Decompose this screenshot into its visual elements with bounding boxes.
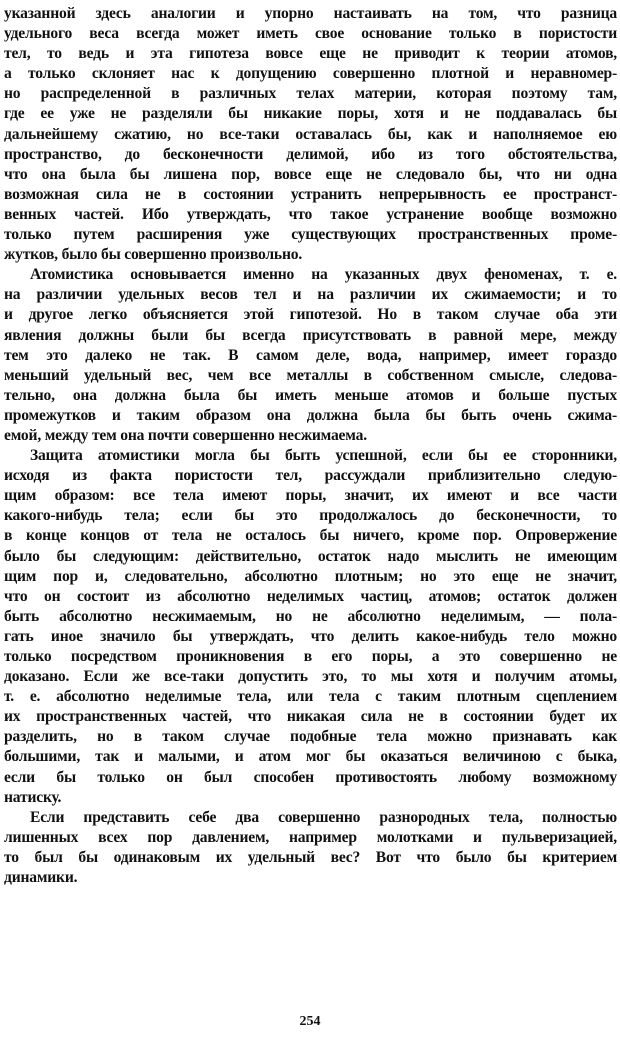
text-line: но распределенной в различных телах материи, которая поэтому там, <box>4 85 617 103</box>
paragraph <box>4 265 617 446</box>
paragraph <box>4 808 617 888</box>
text-line: т. е. абсолютно неделимые тела, или тела с таким плотным сцеплением <box>4 688 617 706</box>
text-line: в конце концов от тела не осталось бы ничего, кроме пор. Опровержение <box>4 527 617 545</box>
text-line: было бы следующим: действительно, остаток надо мыслить не имеющим <box>4 547 617 565</box>
text-line: дальнейшему сжатию, но все-таки оставалась бы, как и наполняемое ею <box>4 125 617 143</box>
text-line: на различии удельных весов тел и на различии их сжимаемости; и то <box>4 286 617 304</box>
text-line: и другое легко объясняется этой гипотезой. Но в таком случае оба эти <box>4 306 617 324</box>
text-line: тел, то ведь и эта гипотеза вовсе еще не приводит к теории атомов, <box>4 45 617 63</box>
text-line: доказано. Если же все-таки допустить это, то мы хотя и получим атомы, <box>4 668 617 686</box>
text-line: Если представить себе два совершенно разнородных тела, полностью <box>30 808 617 826</box>
text-line: где ее уже не разделяли бы никакие поры, хотя и не поддавалась бы <box>4 105 617 123</box>
body-text <box>4 4 617 888</box>
text-line: что он состоит из абсолютно неделимых частиц, атомов; остаток должен <box>4 587 617 605</box>
text-line: пространство, до бесконечности делимой, ибо из того обстоятельства, <box>4 145 617 163</box>
text-line: удельного веса всегда может иметь свое основание только в пористости <box>4 25 617 43</box>
text-line: большими, так и малыми, и атом мог бы оказаться величиною с быка, <box>4 748 617 766</box>
text-line: явления должны были бы всегда присутствовать в равной мере, между <box>4 326 617 344</box>
text-line: динамики. <box>4 869 78 887</box>
text-line: тем это далеко не так. В самом деле, вода, например, имеет гораздо <box>4 346 617 364</box>
text-line: указанной здесь аналогии и упорно настаивать на том, что разница <box>4 5 617 22</box>
text-line: гать иное значило бы утверждать, что делить какое-нибудь тело можно <box>4 627 617 645</box>
text-line: Атомистика основывается именно на указанных двух феноменах, т. е. <box>30 266 617 284</box>
text-line: то был бы одинаковым их удельный вес? Вот что было бы критерием <box>4 848 617 866</box>
text-line: быть абсолютно несжимаемым, но не абсолютно неделимым, — пола- <box>4 607 617 625</box>
text-line: только посредством проникновения в его поры, а это совершенно не <box>4 648 617 665</box>
page-number: 254 <box>299 1014 321 1029</box>
text-line: какого-нибудь тела; если бы это продолжалось до бесконечности, то <box>4 507 617 525</box>
text-line: их пространственных частей, что никакая сила не в состоянии будет их <box>4 708 617 726</box>
text-line: а только склоняет нас к допущению совершенно плотной и неравномер- <box>4 65 617 83</box>
text-line: натиску. <box>4 788 62 806</box>
text-line: возможная сила не в состоянии устранить непрерывность ее пространст- <box>4 185 617 203</box>
text-line: Защита атомистики могла бы быть успешной, если бы ее сторонники, <box>30 447 617 465</box>
text-line: если бы только он был способен противостоять любому возможному <box>4 768 617 786</box>
paragraph <box>4 446 617 808</box>
text-line: жутков, было бы совершенно произвольно. <box>4 246 303 264</box>
text-line: тельно, она должна была бы иметь меньше атомов и больше пустых <box>4 386 617 404</box>
text-line: венных частей. Ибо утверждать, что такое устранение вообще возможно <box>4 205 617 223</box>
text-line: что она была бы лишена пор, вовсе еще не следовало бы, что ни одна <box>4 165 617 183</box>
paragraph <box>4 4 617 265</box>
text-line: щим образом: все тела имеют поры, значит, их имеют и все части <box>4 487 617 505</box>
text-line: только путем расширения уже существующих пространственных проме- <box>4 226 617 244</box>
text-line: промежутков и таким образом она должна была бы быть очень сжима- <box>4 406 617 424</box>
text-line: щим пор и, следовательно, абсолютно плотным; но это еще не значит, <box>4 567 617 585</box>
text-line: разделить, но в таком случае подобные тела можно признавать как <box>4 728 617 746</box>
text-line: меньший удельный вес, чем все металлы в собственном смысле, следова- <box>4 366 617 384</box>
text-line: емой, между тем она почти совершенно несжимаема. <box>4 426 367 444</box>
text-line: лишенных всех пор давлением, например молотками и пульверизацией, <box>4 828 617 846</box>
text-line: исходя из факта пористости тел, рассуждали приблизительно следую- <box>4 467 617 485</box>
